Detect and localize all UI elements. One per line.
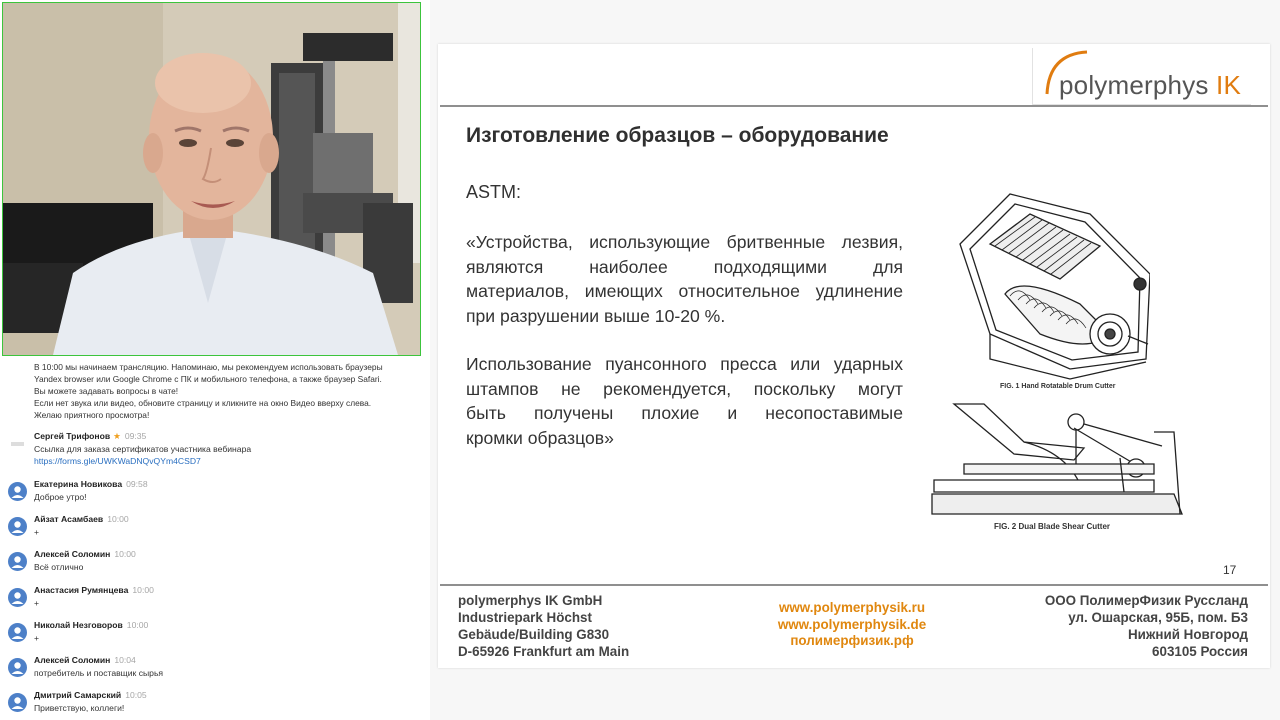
- figure-2-caption: FIG. 2 Dual Blade Shear Cutter: [994, 522, 1111, 531]
- footer-website: www.polymerphysik.ru: [778, 600, 926, 615]
- footer-line: Industriepark Höchst: [458, 610, 592, 625]
- message-author: [34, 620, 148, 630]
- message-text: Приветствую, коллеги!: [34, 703, 125, 713]
- text-line: штампов не рекомендуется, поскольку могут: [466, 378, 903, 399]
- footer-address-russia: [1045, 592, 1248, 660]
- text-line: при разрушении выше 10-20 %.: [466, 305, 726, 326]
- system-line: Если нет звука или видео, обновите страницу и кликните на окно Видео вверху слева.: [34, 398, 372, 408]
- footer-line: 603105 Россия: [1152, 644, 1248, 659]
- avatar: [8, 552, 27, 571]
- chat-message: [0, 512, 430, 546]
- page-number: 17: [1223, 563, 1237, 577]
- footer-line: D-65926 Frankfurt am Main: [458, 644, 630, 659]
- avatar: [8, 434, 27, 453]
- avatar: [8, 517, 27, 536]
- chat-system-message: [34, 361, 418, 421]
- quote-paragraph-2: [466, 352, 903, 450]
- message-link[interactable]: https://forms.gle/UWKWaDNQvQYm4CSD7: [34, 456, 201, 466]
- message-time: 09:58: [126, 479, 148, 489]
- author-name: Айзат Асамбаев: [34, 514, 104, 524]
- avatar: [8, 588, 27, 607]
- chat-panel[interactable]: [0, 357, 430, 720]
- company-logo: [1032, 48, 1251, 105]
- presentation-area: [430, 0, 1280, 720]
- chat-message: [0, 653, 430, 687]
- footer-websites: [772, 600, 932, 650]
- author-name: Сергей Трифонов: [34, 431, 111, 441]
- chat-message: [0, 477, 430, 511]
- slide-title: Изготовление образцов – оборудование: [466, 124, 889, 147]
- slide: [438, 44, 1270, 668]
- system-line: Вы можете задавать вопросы в чате!: [34, 386, 179, 396]
- author-name: Дмитрий Самарский: [34, 690, 122, 700]
- message-author: [34, 514, 129, 524]
- message-text: потребитель и поставщик сырья: [34, 668, 164, 678]
- system-line: Желаю приятного просмотра!: [34, 410, 150, 420]
- footer-line: polymerphys IK GmbH: [458, 593, 603, 608]
- shear-cutter-illustration: [924, 402, 1194, 520]
- message-author: [34, 585, 154, 595]
- text-line: Использование пуансонного пресса или ударных: [466, 354, 903, 374]
- footer-website: www.polymerphysik.de: [777, 616, 927, 632]
- footer-divider: [440, 584, 1268, 586]
- message-text: Всё отлично: [34, 562, 84, 572]
- message-time: 10:00: [126, 620, 149, 630]
- text-line: «Устройства, использующие бритвенные лезвия,: [466, 232, 903, 252]
- star-icon: ★: [113, 431, 121, 441]
- avatar: [8, 658, 27, 677]
- quote-paragraph-1: [466, 230, 903, 328]
- message-time: 10:05: [125, 690, 147, 700]
- avatar: [8, 623, 27, 642]
- footer-address-germany: [458, 592, 629, 660]
- message-time: 10:04: [114, 655, 136, 665]
- text-line: быть получены плохие и несопоставимые: [466, 403, 903, 424]
- author-name: Николай Незговоров: [34, 620, 123, 630]
- author-name: Алексей Соломин: [34, 549, 111, 559]
- chat-message: [0, 583, 430, 617]
- message-text: Ссылка для заказа сертификатов участника вебинара: [34, 444, 252, 454]
- logo-accent: IK: [1216, 70, 1241, 100]
- video-frame: [3, 3, 420, 355]
- drum-cutter-illustration: [950, 184, 1150, 384]
- footer-website: полимерфизик.рф: [790, 633, 914, 648]
- message-author: [34, 431, 146, 442]
- author-name: Анастасия Румянцева: [34, 585, 129, 595]
- author-name: Алексей Соломин: [34, 655, 111, 665]
- message-text: +: [34, 633, 40, 643]
- system-line: В 10:00 мы начинаем трансляцию. Напоминаю, мы рекомендуем использовать браузеры: [34, 362, 383, 372]
- header-divider: [440, 105, 1268, 107]
- chat-message: [0, 547, 430, 581]
- system-line: Yandex browser или Google Chrome с ПК и мобильного телефона, а также браузер Safari.: [34, 374, 382, 384]
- figure-1-caption: FIG. 1 Hand Rotatable Drum Cutter: [1000, 383, 1116, 390]
- footer-line: ООО ПолимерФизик Руссланд: [1044, 593, 1248, 608]
- avatar: [8, 482, 27, 501]
- logo-main: polymerphys: [1059, 70, 1217, 100]
- chat-message: [0, 688, 430, 720]
- message-author: [34, 549, 136, 559]
- text-line: материалов, имеющих относительное удлинение: [466, 281, 903, 302]
- text-line: кромки образцов»: [466, 427, 614, 448]
- logo-text: [1059, 70, 1241, 101]
- message-author: [34, 655, 136, 665]
- message-text: +: [34, 527, 40, 537]
- message-time: 09:35: [124, 431, 147, 441]
- footer-line: ул. Ошарская, 95Б, пом. Б3: [1068, 610, 1248, 625]
- avatar: [8, 693, 27, 712]
- chat-message: [0, 618, 430, 652]
- standard-label: ASTM:: [466, 182, 522, 202]
- message-time: 10:00: [114, 549, 136, 559]
- chat-message: [0, 429, 430, 466]
- footer-line: Gebäude/Building G830: [458, 627, 610, 642]
- text-line: являются наиболее подходящими для: [466, 256, 903, 277]
- message-text: +: [34, 598, 40, 608]
- message-time: 10:00: [107, 514, 129, 524]
- left-panel: [0, 0, 430, 720]
- author-name: Екатерина Новикова: [34, 479, 123, 489]
- message-text: Доброе утро!: [34, 492, 87, 502]
- speaker-video[interactable]: [2, 2, 421, 356]
- message-author: [34, 690, 147, 700]
- footer-line: Нижний Новгород: [1127, 627, 1248, 642]
- message-author: [34, 479, 148, 489]
- message-time: 10:00: [132, 585, 154, 595]
